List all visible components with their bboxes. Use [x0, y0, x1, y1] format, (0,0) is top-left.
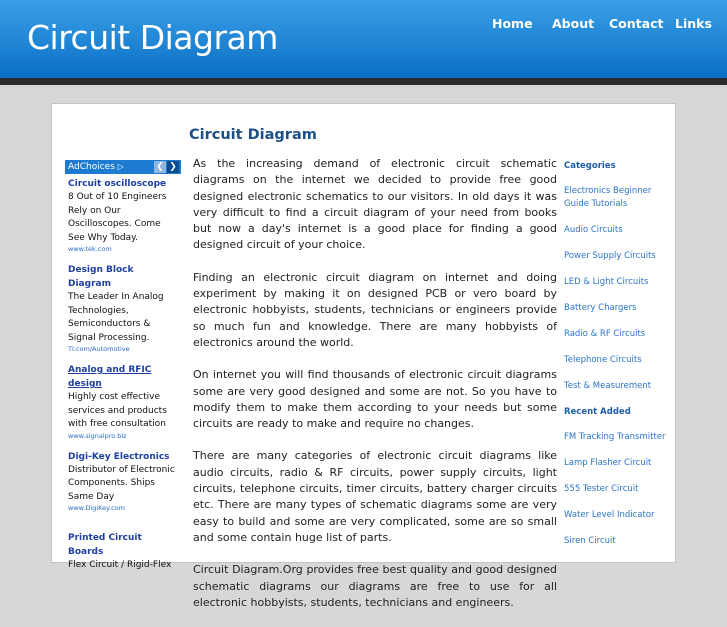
category-link[interactable]: Battery Chargers — [564, 303, 637, 313]
ad-item[interactable] — [65, 260, 181, 354]
right-sidebar — [564, 160, 676, 561]
recent-link[interactable]: Lamp Flasher Circuit — [564, 458, 652, 468]
recent-heading: Recent Added — [564, 407, 631, 417]
ad-text: Highly cost effective services and products with free consultation — [68, 392, 167, 429]
adchoices-icon[interactable]: ▷ — [117, 162, 124, 171]
ad-title[interactable]: Analog and RFIC design — [68, 365, 152, 389]
ad-item[interactable] — [65, 360, 181, 441]
adchoices-bar[interactable] — [65, 160, 181, 174]
recent-link[interactable]: Water Level Indicator — [564, 510, 655, 520]
article-paragraph: As the increasing demand of electronic circuit schematic diagrams on the internet we decided to provide free good designed electronic schematics to our visitors. In old days it was very difficult to find a circuit diagram of your need from books but now a day's internet is a good place for finding a good designed circuit of your choice. — [193, 157, 557, 252]
adchoices-label[interactable]: AdChoices — [68, 162, 115, 172]
article-paragraph: Finding an electronic circuit diagram on internet and doing experiment by making it on designed PCB or vero board by electronic hobbyists, students, technicians or engineers provide so much fun and knowledge. There are many hobbyists of electronics around the world. — [193, 270, 557, 349]
ad-next-button[interactable]: ❯ — [167, 161, 179, 173]
category-link[interactable]: Audio Circuits — [564, 225, 623, 235]
ad-item[interactable] — [65, 174, 181, 254]
nav-about[interactable]: About — [552, 16, 595, 31]
header-divider — [0, 78, 727, 85]
article-paragraph: On internet you will find thousands of electronic circuit diagrams some are very good designed and some are not. So you have to modify them to make them according to your needs but some circuits are ready to make and require no changes. — [193, 368, 557, 431]
nav-home[interactable]: Home — [492, 16, 533, 31]
category-link[interactable]: Electronics Beginner Guide Tutorials — [564, 186, 652, 209]
ad-item[interactable] — [65, 519, 181, 573]
recent-link[interactable]: 555 Tester Circuit — [564, 484, 639, 494]
ad-title[interactable]: Printed Circuit Boards — [68, 533, 142, 557]
ad-title[interactable]: Circuit oscilloscope — [68, 179, 167, 189]
ad-prev-button[interactable]: ❮ — [154, 161, 166, 173]
ad-text: The Leader In Analog Technologies, Semiconductors & Signal Processing. — [68, 292, 164, 343]
category-link[interactable]: Telephone Circuits — [564, 355, 642, 365]
article-paragraph: There are many categories of electronic circuit diagrams like audio circuits, radio & RF circuits, power supply circuits, light circuits, telephone circuits, timer circuits, battery charger circuits etc. There are many types of schematic diagrams some are very easy to build and some are very complicated, some are so small and some contain huge list of parts. — [193, 449, 557, 544]
nav-contact[interactable]: Contact — [609, 16, 664, 31]
recent-link[interactable]: Siren Circuit — [564, 536, 616, 546]
top-nav — [0, 16, 727, 36]
category-link[interactable]: Radio & RF Circuits — [564, 329, 646, 339]
ad-title[interactable]: Design Block Diagram — [68, 265, 134, 289]
ad-url[interactable]: www.signalpro.biz — [68, 431, 127, 440]
ad-url[interactable]: www.DigiKey.com — [68, 504, 125, 512]
article-paragraph: Circuit Diagram.Org provides free best quality and good designed schematic diagrams our diagrams are free to use for all electronic hobbyists, students, technicians and engineers. — [193, 563, 557, 609]
ad-title[interactable]: Digi-Key Electronics — [68, 451, 170, 462]
ad-url[interactable]: www.tek.com — [68, 245, 112, 253]
ad-column — [65, 160, 181, 570]
site-header — [0, 0, 727, 78]
ad-text: Distributor of Electronic Components. Ships Same Day — [68, 464, 175, 502]
category-link[interactable]: Test & Measurement — [564, 381, 652, 391]
recent-link[interactable]: FM Tracking Transmitter — [564, 432, 666, 442]
category-link[interactable]: LED & Light Circuits — [564, 277, 649, 287]
article-body — [193, 156, 557, 627]
ad-url[interactable]: TI.com/Automotive — [68, 345, 130, 353]
page-title: Circuit Diagram — [189, 127, 317, 143]
nav-links[interactable]: Links — [675, 16, 712, 31]
category-link[interactable]: Power Supply Circuits — [564, 251, 656, 261]
ad-text: Flex Circuit / Rigid-Flex — [68, 560, 172, 570]
ad-item[interactable] — [65, 447, 181, 514]
ad-text: 8 Out of 10 Engineers Rely on Our Oscilloscopes. Come See Why Today. — [68, 192, 167, 243]
categories-heading: Categories — [564, 161, 616, 171]
site-title[interactable]: Circuit Diagram — [27, 18, 278, 57]
